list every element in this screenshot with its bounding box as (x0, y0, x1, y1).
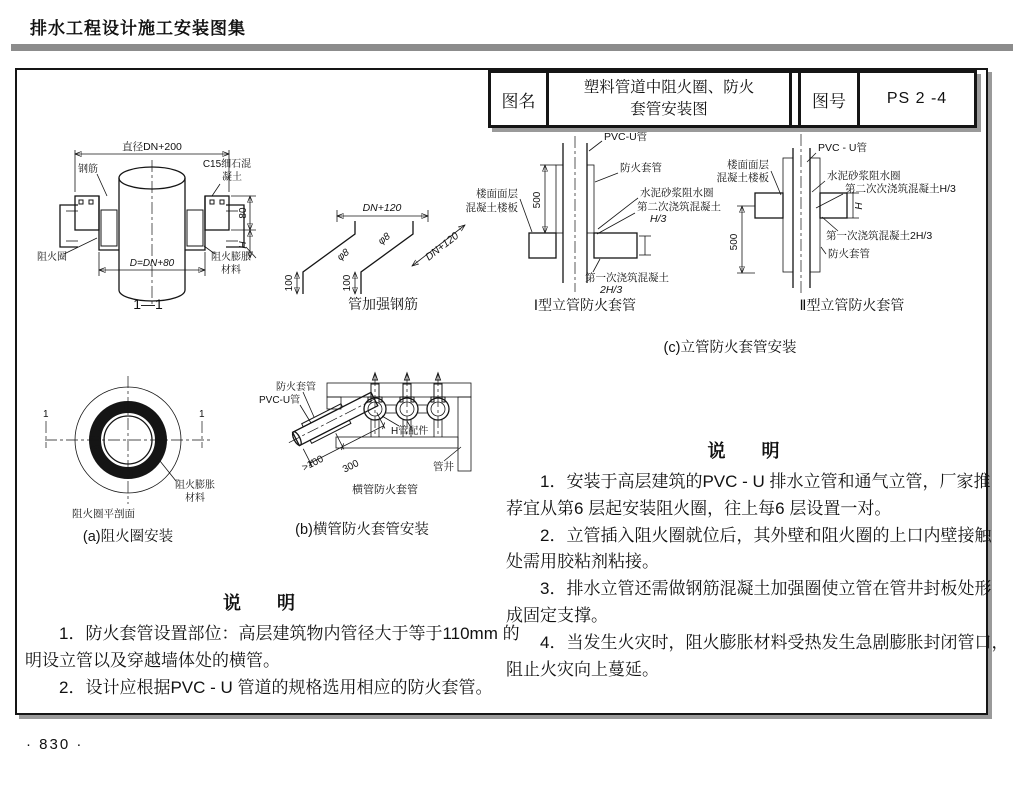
diagram-pipe-reinforcement (284, 202, 465, 312)
expansion-label-line1: 阻火膨胀 (175, 480, 215, 491)
notes-left-title: 说 明 (223, 593, 295, 613)
first-pour-label: 第一次浇筑混凝土2H/3 (826, 230, 933, 242)
expansion-label-line1: 阻火膨胀 (211, 252, 251, 263)
slab-right (820, 193, 847, 218)
second-pour-frac: H/3 (650, 213, 667, 225)
fire-sleeve-label: 防火套管 (828, 248, 870, 260)
concrete-slab-label: 混凝土楼板 (465, 202, 518, 214)
second-pour-label: 第二次浇筑混凝土 (637, 201, 721, 213)
reinforce-caption: 管加强钢筋 (348, 296, 418, 312)
horizontal-sub-caption: 横管防火套管 (352, 484, 418, 496)
dim-100-label-a: 100 (284, 274, 295, 292)
notes-right-line: 阻止火灾向上蔓延。 (506, 659, 659, 679)
fitting-label: H管配件 (391, 426, 429, 437)
first-pour-frac: 2H/3 (600, 284, 623, 296)
notes-right-title: 说 明 (707, 441, 780, 461)
slab-right (594, 233, 637, 258)
floor-finish-label: 楼面面层 (476, 188, 518, 200)
fire-sleeve-right (810, 158, 820, 272)
concrete-label-line1: C15细石混 (202, 159, 252, 170)
page-header-title: 排水工程设计施工安装图集 (30, 19, 246, 38)
notes-left-line: 明设立管以及穿越墙体处的横管。 (25, 650, 280, 670)
expansion-material-right (187, 210, 203, 246)
dim-dn120-side-label: DN+120 (423, 229, 462, 264)
pvc-pipe-label: PVC - U管 (818, 142, 868, 154)
notes-left-line: 2．设计应根据PVC - U 管道的规格选用相应的防火套管。 (25, 677, 493, 697)
section-mark-left: 1 (43, 409, 49, 420)
caption-c: (c)立管防火套管安装 (663, 340, 797, 356)
floor-finish-label: 楼面面层 (727, 159, 769, 171)
right-wall (458, 397, 471, 471)
second-pour-label: 第二次次浇筑混凝土H/3 (845, 183, 956, 195)
notes-left-line: 1．防火套管设置部位：高层建筑物内管径大于等于110mm 的 (25, 624, 520, 643)
rebar-label: 钢筋 (78, 164, 98, 175)
horizontal-caption: (b)横管防火套管安装 (295, 522, 429, 538)
collar-shell-left (99, 196, 119, 250)
page-number: · 830 · (26, 736, 84, 753)
dim-bottom-label: D=DN+80 (129, 258, 175, 269)
concrete-slab-label: 混凝土楼板 (716, 172, 769, 184)
rebar-staple-back (361, 221, 413, 294)
notes-right-line: 4．当发生火灾时，阻火膨胀材料受热发生急剧膨胀封闭管口， (506, 632, 1009, 652)
notes-right-line: 荐宜从第6 层起安装阻火圈，往上每6 层设置一对。 (506, 498, 892, 518)
first-pour-label: 第一次浇筑混凝土 (585, 272, 669, 284)
dim-500-label: 500 (729, 233, 740, 251)
notes-right-line: 处需用胶粘剂粘接。 (506, 552, 659, 572)
title-block-number-label: 图号 (798, 73, 860, 125)
phi8-label-b: φ8 (376, 230, 393, 248)
fire-sleeve-right (587, 165, 594, 233)
title-block (488, 70, 977, 128)
collar-label: 阻火圈 (37, 252, 67, 263)
notes-right-block (506, 437, 1009, 683)
fire-sleeve-left (556, 165, 563, 233)
type1-caption: Ⅰ型立管防火套管 (533, 297, 637, 313)
section-1-1-caption: 1—1 (133, 296, 163, 312)
notes-right-line: 3．排水立管还需做钢筋混凝土加强圈使立管在管井封板处形 (506, 579, 992, 599)
dim-top-label: 直径DN+200 (122, 141, 182, 153)
mortar-ring-label: 水泥砂浆阻水圈 (640, 187, 714, 199)
concrete-label-line2: 凝土 (222, 172, 242, 183)
dim-dn120-top-label: DN+120 (362, 202, 402, 214)
dim-h-label: H (854, 202, 865, 210)
diagram-type1-sleeve (466, 130, 722, 313)
diagram-section-1-1 (37, 140, 256, 312)
dim-h-label: H (238, 241, 249, 249)
notes-right-line: 成固定支撑。 (506, 605, 608, 625)
title-block-name-label: 图名 (491, 73, 549, 125)
shaft-label: 管井 (433, 461, 454, 473)
section-mark-right: 1 (199, 409, 205, 420)
drawing-title-line1: 塑料管道中阻火圈、防火 (583, 79, 755, 96)
collar-shell-right (185, 196, 205, 250)
fire-sleeve-label: 防火套管 (276, 382, 316, 393)
pvc-pipe-label: PVC-U管 (604, 131, 648, 143)
diagram-horizontal-sleeve (259, 373, 471, 538)
dim-100-label-b: 100 (342, 274, 353, 292)
slab-right (205, 196, 229, 230)
expansion-label-line2: 材料 (221, 265, 241, 276)
sleeve-top (302, 404, 343, 427)
dim-gt100-label: >100 (300, 453, 326, 474)
expansion-label-line2: 材料 (185, 493, 205, 504)
diagram-collar-plan (43, 376, 215, 545)
dim-500-label: 500 (532, 191, 543, 209)
dim-80-label: 80 (238, 207, 249, 219)
diagram-type2-sleeve (717, 134, 956, 313)
dim-300-label: 300 (340, 458, 361, 476)
drawing-title-line2: 套管安装图 (630, 101, 708, 118)
collar-plan-caption: (a)阻火圈安装 (82, 529, 174, 545)
notes-right-line: 2．立管插入阻火圈就位后，其外壁和阻火圈的上口内壁接触 (506, 525, 992, 545)
phi8-label-a: φ8 (335, 246, 352, 264)
top-wall (327, 383, 471, 397)
pvc-pipe-label: PVC-U管 (259, 395, 301, 406)
notes-left-block (25, 589, 520, 701)
sleeve-bottom (310, 420, 351, 443)
slab-left (529, 233, 556, 258)
mortar-ring-label: 水泥砂浆阻水圈 (827, 170, 901, 182)
fire-sleeve-left (783, 158, 793, 272)
slab-left (755, 193, 783, 218)
type2-caption: Ⅱ型立管防火套管 (799, 297, 905, 313)
title-block-drawing-number: PS 2 -4 (886, 90, 948, 107)
shaft-seal-plate (336, 437, 458, 448)
title-block-drawing-title (549, 73, 792, 125)
notes-right-line: 1．安装于高层建筑的PVC - U 排水立管和通气立管，厂家推 (506, 472, 991, 491)
plan-section-label: 阻火圈平剖面 (72, 508, 135, 520)
fire-sleeve-label: 防火套管 (620, 162, 662, 174)
expansion-material-left (101, 210, 117, 246)
